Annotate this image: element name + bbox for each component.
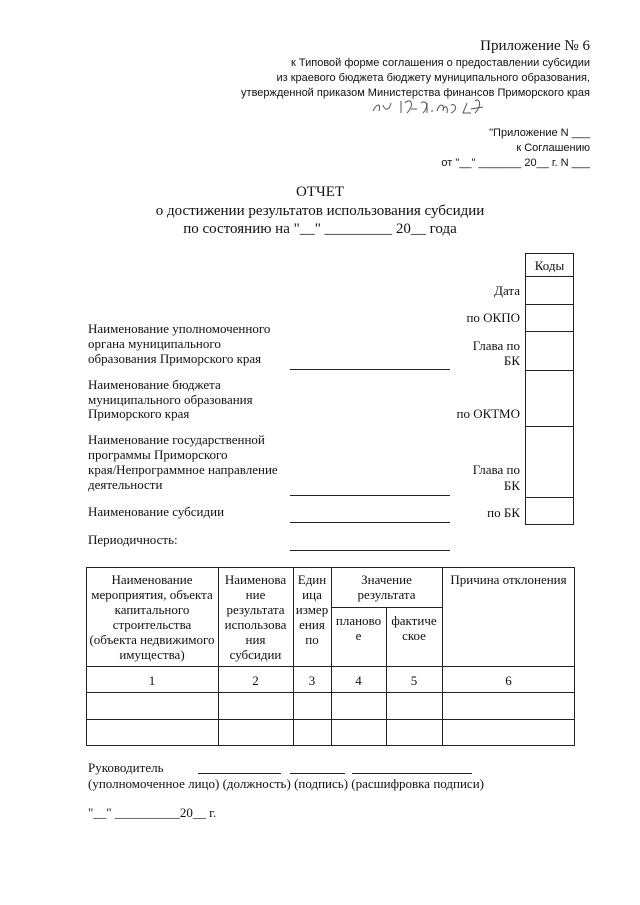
authority-label-l2: органа муниципального bbox=[88, 336, 221, 351]
agreement-line-3: от "__" _______ 20__ г. N ___ bbox=[441, 157, 590, 169]
codes-header: Коды bbox=[534, 258, 565, 273]
col-header-actual: фактиче ское bbox=[391, 613, 437, 643]
budget-label-l2: муниципального образования bbox=[88, 392, 253, 407]
program-label-l4: деятельности bbox=[88, 477, 163, 492]
report-title: ОТЧЕТ bbox=[295, 184, 345, 200]
code-label-glava-bk-2-l1: Глава по bbox=[472, 462, 520, 477]
agreement-line-2: к Соглашению bbox=[516, 142, 590, 154]
col-header-result: Наименова ние результата использова ния субсидии bbox=[224, 572, 287, 662]
appendix-title: Приложение № 6 bbox=[480, 38, 590, 54]
position-field-line[interactable] bbox=[198, 773, 281, 774]
col-header-activity: Наименование мероприятия, объекта капитального строительства (объекта недвижимого имущества) bbox=[89, 572, 215, 662]
col-number-2: 2 bbox=[252, 673, 259, 688]
signature-date: "__" __________20__ г. bbox=[88, 805, 217, 820]
authority-label-l3: образования Приморского края bbox=[88, 351, 262, 366]
col-header-reason: Причина отклонения bbox=[450, 572, 567, 587]
periodicity-field-line[interactable] bbox=[290, 550, 450, 551]
report-subtitle: о достижении результатов использования субсидии bbox=[155, 203, 485, 219]
col-header-unit: Един ица измер ения по bbox=[295, 572, 329, 647]
report-date-line: по состоянию на "__" _________ 20__ года bbox=[183, 221, 457, 237]
handwritten-note bbox=[371, 93, 495, 117]
codes-box bbox=[525, 253, 574, 525]
col-number-4: 4 bbox=[355, 673, 362, 688]
subsidy-field-line[interactable] bbox=[290, 522, 450, 523]
table-row[interactable] bbox=[86, 720, 575, 746]
budget-label-l1: Наименование бюджета bbox=[88, 377, 221, 392]
code-label-okpo: по ОКПО bbox=[466, 310, 520, 325]
code-label-po-bk: по БК bbox=[487, 505, 520, 520]
authority-label-l1: Наименование уполномоченного bbox=[88, 321, 271, 336]
col-header-planned: планово е bbox=[335, 613, 382, 643]
signature-caption: (уполномоченное лицо) (должность) (подпись) (расшифровка подписи) bbox=[88, 776, 484, 791]
col-header-value: Значение результата bbox=[357, 572, 416, 602]
budget-label-l3: Приморского края bbox=[88, 406, 190, 421]
col-number-6: 6 bbox=[505, 673, 512, 688]
appendix-line-3: утвержденной приказом Министерства финансов Приморского края bbox=[241, 87, 590, 99]
code-label-date: Дата bbox=[494, 283, 520, 298]
signature-field-line[interactable] bbox=[290, 773, 345, 774]
code-label-glava-bk-1-l2: БК bbox=[503, 353, 520, 368]
program-label-l3: края/Непрограммное направление bbox=[88, 462, 278, 477]
program-label-l2: программы Приморского bbox=[88, 447, 228, 462]
head-label: Руководитель bbox=[88, 760, 164, 775]
code-label-glava-bk-1-l1: Глава по bbox=[472, 338, 520, 353]
program-label-l1: Наименование государственной bbox=[88, 432, 265, 447]
authority-field-line[interactable] bbox=[290, 369, 450, 370]
col-number-1: 1 bbox=[148, 673, 156, 688]
program-field-line[interactable] bbox=[290, 495, 450, 496]
col-number-5: 5 bbox=[410, 673, 418, 688]
periodicity-label: Периодичность: bbox=[88, 532, 178, 547]
table-row[interactable] bbox=[86, 693, 575, 719]
col-number-3: 3 bbox=[308, 673, 316, 688]
code-label-oktmo: по ОКТМО bbox=[456, 406, 520, 421]
appendix-line-1: к Типовой форме соглашения о предоставлении субсидии bbox=[291, 57, 590, 69]
agreement-line-1: "Приложение N ___ bbox=[489, 127, 590, 139]
name-field-line[interactable] bbox=[352, 773, 472, 774]
appendix-line-2: из краевого бюджета бюджету муниципального образования, bbox=[276, 72, 590, 84]
subsidy-label: Наименование субсидии bbox=[88, 504, 225, 519]
code-label-glava-bk-2-l2: БК bbox=[503, 478, 520, 493]
